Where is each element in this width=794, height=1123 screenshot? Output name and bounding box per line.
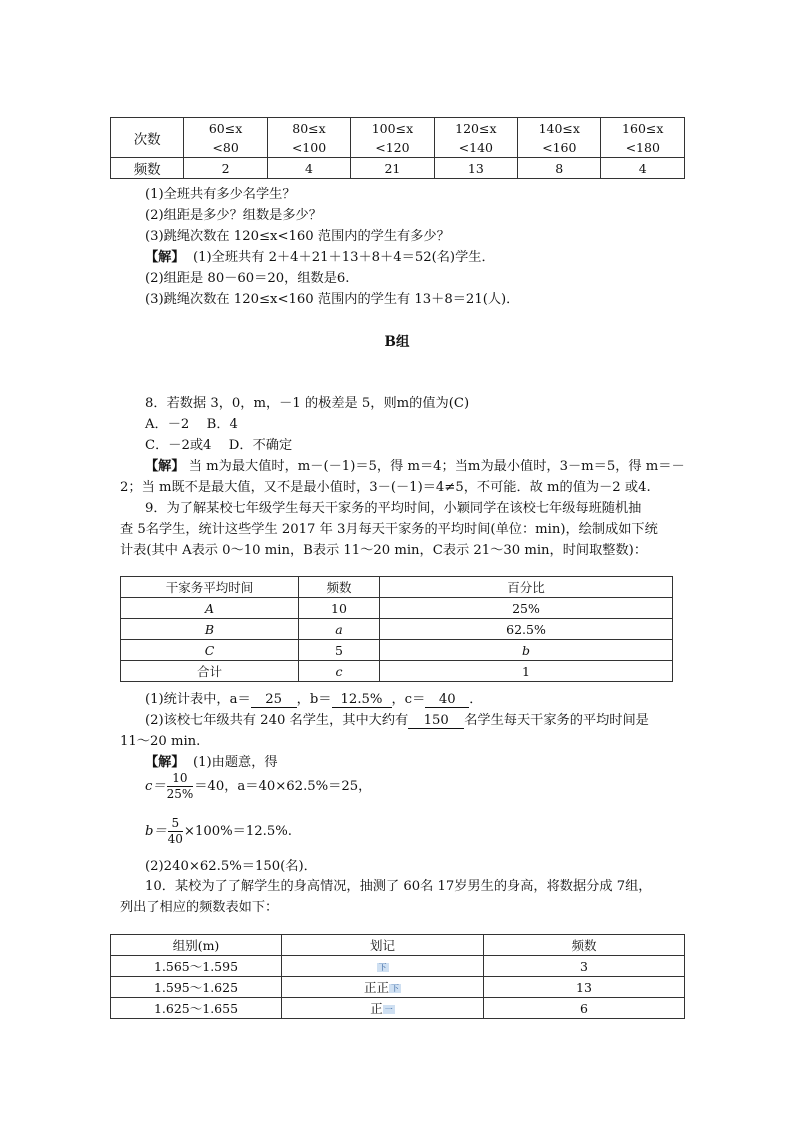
q9-sub2-suffix: 名学生每天干家务的平均时间是 <box>464 713 649 728</box>
table-row <box>121 598 673 619</box>
range-bottom: <160 <box>542 139 577 155</box>
solution-tag: 【解】 <box>145 459 185 474</box>
c-lhs: c＝ <box>145 779 166 794</box>
table-cell: B <box>121 619 299 640</box>
table-cell: 5 <box>299 640 380 661</box>
range-cell <box>267 118 350 158</box>
q7-sol1: (1)全班共有 2＋4＋21＋13＋8＋4＝52(名)学生． <box>192 250 495 265</box>
housework-time-table <box>120 576 673 682</box>
q9-stem-line1: 9．为了解某校七年级学生每天干家务的平均时间，小颖同学在该校七年级每班随机抽 <box>145 501 642 516</box>
q9-sub1-mid2: ，c＝ <box>391 692 426 707</box>
q9-sub1-end: ． <box>469 692 483 707</box>
fraction-c <box>167 771 194 802</box>
q9-stem-line2: 查 5名学生，统计这些学生 2017 年 3月每天干家务的平均时间(单位：min)，绘制成如下统 <box>120 522 658 537</box>
tally-mark-icon: 下 <box>391 984 399 993</box>
range-bottom: <120 <box>375 139 410 155</box>
fraction-numerator: 10 <box>167 771 194 787</box>
tally-cell <box>282 998 484 1019</box>
q9-sub1-prefix: (1)统计表中，a＝ <box>145 692 251 707</box>
tally-text: 正正 <box>363 980 389 995</box>
fraction-numerator: 5 <box>168 816 183 832</box>
table-row <box>121 640 673 661</box>
table-cell: 1 <box>380 661 673 682</box>
q7-sub2: (2)组距是多少？组数是多少？ <box>145 208 322 223</box>
q7-solution-line2: (2)组距是 80－60＝20，组数是6. <box>145 271 350 286</box>
table-cell: 25% <box>380 598 673 619</box>
c-rhs: ＝40，a＝40×62.5%＝25， <box>194 779 372 794</box>
table-header: 组别(m) <box>111 935 282 956</box>
table-row <box>111 977 685 998</box>
q9-sub1-mid1: ，b＝ <box>296 692 332 707</box>
freq-cell: 21 <box>351 158 434 179</box>
q8-options-cd: C．－2或4 D．不确定 <box>145 438 293 453</box>
range-top: 160≤x <box>622 120 664 136</box>
group-cell: 1.565～1.595 <box>111 956 282 977</box>
range-cell <box>351 118 434 158</box>
q7-solution-line3: (3)跳绳次数在 120≤x<160 范围内的学生有 13＋8＝21(人)． <box>145 292 520 307</box>
q9-sub2-line2: 11～20 min. <box>120 734 201 749</box>
q9-sol-intro-text: (1)由题意，得 <box>192 755 278 770</box>
answer-2: 150 <box>408 713 464 729</box>
range-bottom: <100 <box>291 139 327 155</box>
tally-cell <box>282 977 484 998</box>
range-bottom: <140 <box>458 139 494 155</box>
range-top: 60≤x <box>208 120 243 136</box>
b-rhs: ×100%＝12.5%. <box>183 824 292 839</box>
q9-solution-c <box>145 771 371 802</box>
range-cell <box>601 118 685 158</box>
table-row <box>111 998 685 1019</box>
range-bottom: <80 <box>212 139 239 155</box>
table-header: 频数 <box>299 577 380 598</box>
range-top: 100≤x <box>371 120 414 136</box>
freq-cell: 2 <box>184 158 267 179</box>
table-header: 频数 <box>484 935 685 956</box>
group-cell: 1.625～1.655 <box>111 998 282 1019</box>
q9-sub1 <box>145 688 482 708</box>
table-row <box>121 619 673 640</box>
range-cell <box>434 118 517 158</box>
range-bottom: <180 <box>625 139 660 155</box>
q8-solution-line1 <box>145 455 685 474</box>
q9-stem-line3: 计表(其中 A表示 0～10 min，B表示 11～20 min，C表示 21～30 min，时间取整数)： <box>120 543 648 558</box>
q9-solution-2: (2)240×62.5%＝150(名)． <box>145 859 317 874</box>
freq-cell: 4 <box>267 158 350 179</box>
q9-sub2-prefix: (2)该校七年级共有 240 名学生，其中大约有 <box>145 713 409 728</box>
q9-solution-b <box>145 816 292 847</box>
group-b-heading: B组 <box>384 334 410 350</box>
range-top: 120≤x <box>455 120 497 136</box>
q7-solution-line1 <box>145 246 495 265</box>
table-header-label: 次数 <box>111 118 184 158</box>
q10-stem-line2: 列出了相应的频数表如下： <box>120 900 279 915</box>
table-header: 划记 <box>282 935 484 956</box>
q8-stem: 8．若数据 3，0，m，－1 的极差是 5，则m的值为(C) <box>145 396 470 411</box>
range-cell <box>518 118 601 158</box>
range-cell <box>184 118 267 158</box>
table-row <box>121 661 673 682</box>
table-row-label: 频数 <box>111 158 184 179</box>
table-cell: A <box>121 598 299 619</box>
freq-cell: 4 <box>601 158 685 179</box>
fraction-b <box>168 816 183 847</box>
table-cell: b <box>380 640 673 661</box>
group-cell: 1.595～1.625 <box>111 977 282 998</box>
table-cell: C <box>121 640 299 661</box>
q8-solution-line2: 2；当 m既不是最大值，又不是最小值时，3－(－1)＝4≠5，不可能．故 m的值为－2 或4. <box>120 480 651 495</box>
table-cell: c <box>299 661 380 682</box>
range-top: 80≤x <box>292 120 326 136</box>
freq-cell: 6 <box>484 998 685 1019</box>
table-cell: 10 <box>299 598 380 619</box>
range-top: 140≤x <box>538 120 580 136</box>
frequency-table-rope-skipping <box>110 117 685 179</box>
q7-sub3: (3)跳绳次数在 120≤x<160 范围内的学生有多少？ <box>145 229 450 244</box>
answer-b: 12.5% <box>332 692 392 708</box>
freq-cell: 8 <box>518 158 601 179</box>
q8-options-ab: A．－2 B．4 <box>145 417 238 432</box>
tally-mark-icon: 一 <box>384 1005 393 1014</box>
tally-cell <box>282 956 484 977</box>
height-frequency-table <box>110 934 685 1019</box>
fraction-denominator: 40 <box>167 832 183 846</box>
table-cell: a <box>299 619 380 640</box>
b-lhs: b＝ <box>145 824 167 839</box>
q8-sol-text1: 当 m为最大值时，m－(－1)＝5，得 m＝4；当m为最小值时，3－m＝5，得 m＝－ <box>188 459 685 474</box>
solution-tag: 【解】 <box>145 755 185 770</box>
answer-a: 25 <box>251 692 297 708</box>
q9-sub2 <box>145 709 649 729</box>
table-header: 干家务平均时间 <box>121 577 299 598</box>
freq-cell: 13 <box>484 977 685 998</box>
q7-sub1: (1)全班共有多少名学生？ <box>145 187 296 202</box>
tally-text: 正 <box>370 1001 383 1016</box>
fraction-denominator: 25% <box>166 787 194 801</box>
tally-mark-icon: 下 <box>378 962 387 972</box>
table-header: 百分比 <box>380 577 673 598</box>
freq-cell: 3 <box>484 956 685 977</box>
table-cell: 62.5% <box>380 619 673 640</box>
q10-stem-line1: 10．某校为了了解学生的身高情况，抽测了 60名 17岁男生的身高，将数据分成 7组， <box>145 879 652 894</box>
solution-tag: 【解】 <box>145 250 185 265</box>
answer-c: 40 <box>425 692 469 708</box>
table-cell: 合计 <box>121 661 299 682</box>
freq-cell: 13 <box>434 158 517 179</box>
table-row <box>111 956 685 977</box>
q9-solution-intro <box>145 751 278 770</box>
